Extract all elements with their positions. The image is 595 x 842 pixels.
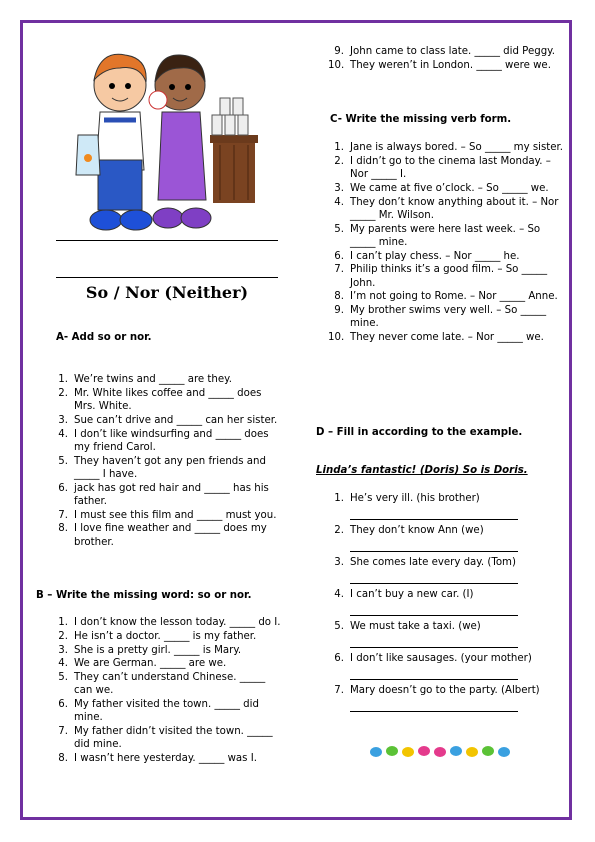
item-number: 1. [334, 493, 344, 504]
section-b-list-continued [328, 45, 564, 73]
list-item [328, 620, 564, 648]
list-item [328, 59, 564, 72]
rule-bottom [56, 277, 278, 278]
list-item [328, 141, 564, 154]
item-text: We must take a taxi. (we) [350, 621, 481, 632]
item-text: I’m not going to Rome. – Nor _____ Anne. [350, 291, 558, 303]
list-item [52, 414, 284, 427]
item-number: 6. [334, 653, 344, 664]
list-item [52, 482, 284, 508]
item-number: 9. [334, 305, 344, 317]
answer-line[interactable] [350, 698, 518, 712]
section-a-list [52, 373, 284, 549]
item-text: They don’t know Ann (we) [350, 525, 484, 536]
item-text: Mary doesn’t go to the party. (Albert) [350, 685, 540, 696]
answer-line[interactable] [350, 634, 518, 648]
list-item [328, 223, 564, 249]
item-number: 7. [334, 264, 344, 276]
list-item [52, 455, 284, 481]
item-number: 8. [58, 753, 68, 765]
page-title: So / Nor (Neither) [85, 283, 249, 302]
section-c-list [328, 141, 564, 345]
list-item [328, 652, 564, 680]
answer-line[interactable] [350, 666, 518, 680]
item-number: 8. [58, 523, 68, 535]
item-text: My parents were here last week. – So _____ mine. [350, 223, 541, 248]
item-text: He’s very ill. (his brother) [350, 493, 480, 504]
item-number: 6. [58, 482, 68, 494]
item-number: 3. [334, 182, 344, 194]
list-item [52, 509, 284, 522]
item-text: I can’t play chess. – Nor _____ he. [350, 250, 520, 262]
item-text: They haven’t got any pen friends and _____ I have. [74, 455, 266, 480]
item-text: They can’t understand Chinese. _____ can we. [74, 672, 266, 697]
list-item [328, 182, 564, 195]
section-b-heading: B – Write the missing word: so or nor. [36, 590, 252, 601]
item-text: My brother swims very well. – So _____ mine. [350, 305, 547, 330]
item-text: I don’t like windsurfing and _____ does my friend Carol. [74, 428, 269, 453]
item-text: She comes late every day. (Tom) [350, 557, 516, 568]
list-item [52, 671, 284, 697]
item-text: Sue can’t drive and _____ can her sister. [74, 414, 278, 426]
list-item [328, 196, 564, 222]
list-item [52, 387, 284, 413]
rule-top [56, 240, 278, 241]
item-text: I must see this film and _____ must you. [74, 509, 277, 521]
item-number: 4. [58, 658, 68, 670]
list-item [328, 263, 564, 289]
item-number: 7. [58, 509, 68, 521]
list-item [52, 630, 284, 643]
item-number: 2. [334, 155, 344, 167]
item-number: 6. [334, 250, 344, 262]
item-text: John came to class late. _____ did Peggy. [350, 46, 555, 57]
list-item [328, 304, 564, 330]
list-item [328, 290, 564, 303]
item-number: 9. [334, 46, 344, 57]
item-text: I wasn’t here yesterday. _____ was I. [74, 753, 257, 765]
item-text: He isn’t a doctor. _____ is my father. [74, 630, 257, 642]
item-number: 5. [58, 672, 68, 684]
item-text: My father visited the town. _____ did mine. [74, 699, 259, 724]
section-a-heading: A- Add so or nor. [56, 332, 152, 343]
list-item [52, 752, 284, 765]
list-item [52, 698, 284, 724]
birds-decoration [368, 742, 518, 760]
list-item [328, 556, 564, 584]
item-text: I love fine weather and _____ does my brother. [74, 523, 267, 548]
section-d-list [328, 492, 564, 716]
answer-line[interactable] [350, 538, 518, 552]
list-item [52, 725, 284, 751]
item-text: Philip thinks it’s a good film. – So _____ John. [350, 264, 548, 289]
item-number: 7. [334, 685, 344, 696]
item-number: 1. [58, 617, 68, 628]
item-number: 10. [328, 59, 345, 71]
item-text: I can’t buy a new car. (I) [350, 589, 474, 600]
item-text: I don’t like sausages. (your mother) [350, 653, 532, 664]
item-number: 2. [58, 630, 68, 642]
list-item [328, 45, 564, 58]
item-number: 5. [58, 455, 68, 467]
item-number: 5. [334, 223, 344, 235]
section-d-heading: D – Fill in according to the example. [316, 427, 523, 438]
list-item [52, 644, 284, 657]
item-number: 2. [58, 387, 68, 399]
item-text: They don’t know anything about it. – Nor _____ Mr. Wilson. [350, 196, 559, 221]
item-number: 8. [334, 291, 344, 303]
item-text: They weren’t in London. _____ were we. [350, 59, 551, 71]
item-number: 2. [334, 525, 344, 536]
item-text: We are German. _____ are we. [74, 658, 227, 670]
list-item [328, 155, 564, 181]
list-item [52, 657, 284, 670]
item-text: I didn’t go to the cinema last Monday. – Nor _____ I. [350, 155, 551, 180]
item-number: 7. [58, 726, 68, 738]
list-item [52, 428, 284, 454]
item-number: 1. [58, 374, 68, 385]
list-item [328, 331, 564, 344]
item-number: 4. [334, 589, 344, 600]
list-item [52, 522, 284, 548]
list-item [328, 250, 564, 263]
answer-line[interactable] [350, 506, 518, 520]
item-text: We came at five o’clock. – So _____ we. [350, 182, 549, 194]
section-c-heading: C- Write the missing verb form. [330, 114, 512, 125]
item-number: 4. [334, 196, 344, 208]
answer-line[interactable] [350, 602, 518, 616]
two-children-illustration [70, 40, 270, 240]
item-text: She is a pretty girl. _____ is Mary. [74, 644, 242, 656]
item-text: Jane is always bored. – So _____ my sister. [350, 142, 564, 153]
item-text: My father didn’t visited the town. _____ did mine. [74, 726, 273, 751]
item-text: jack has got red hair and _____ has his father. [74, 482, 269, 507]
list-item [52, 373, 284, 386]
item-number: 6. [58, 699, 68, 711]
answer-line[interactable] [350, 570, 518, 584]
item-number: 4. [58, 428, 68, 440]
item-text: They never come late. – Nor _____ we. [350, 332, 544, 344]
item-text: We’re twins and _____ are they. [74, 374, 232, 385]
section-b-list [52, 616, 284, 766]
item-text: I don’t know the lesson today. _____ do I. [74, 617, 281, 628]
item-number: 1. [334, 142, 344, 153]
list-item [328, 492, 564, 520]
section-d-example: Linda’s fantastic! (Doris) So is Doris. [316, 465, 528, 476]
item-number: 10. [328, 332, 345, 344]
list-item [328, 588, 564, 616]
list-item [328, 684, 564, 712]
item-number: 5. [334, 621, 344, 632]
item-number: 3. [58, 414, 68, 426]
item-text: Mr. White likes coffee and _____ does Mrs. White. [74, 387, 262, 412]
item-number: 3. [334, 557, 344, 568]
list-item [328, 524, 564, 552]
list-item [52, 616, 284, 629]
item-number: 3. [58, 644, 68, 656]
